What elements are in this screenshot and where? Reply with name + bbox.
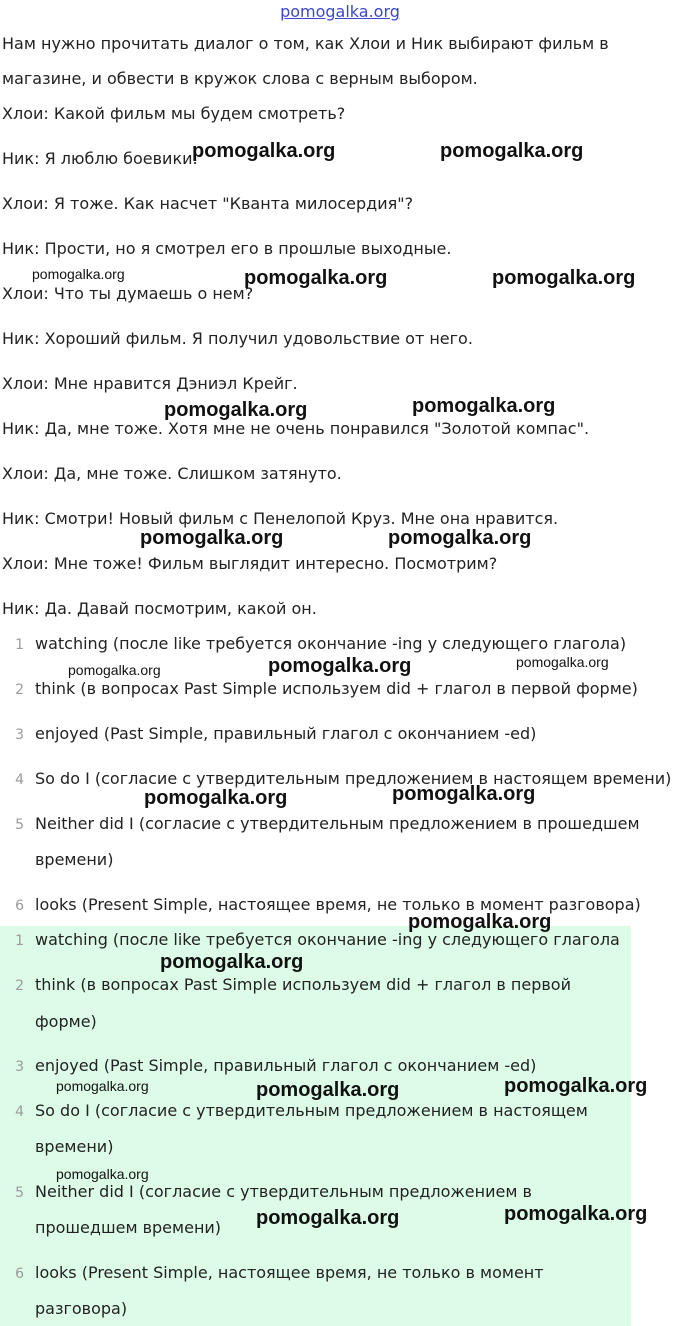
answer-number: 5 <box>15 1185 24 1201</box>
task-text: Нам нужно прочитать диалог о том, как Хлои и Ник выбирают фильм в <box>2 34 609 53</box>
answer-text: watching (после like требуется окончание -ing у следующего глагола <box>35 930 620 949</box>
watermark: pomogalka.org <box>56 1166 149 1182</box>
answer-number: 1 <box>15 933 24 949</box>
dialogue-line: Ник: Смотри! Новый фильм с Пенелопой Круз. Мне она нравится. <box>2 509 559 528</box>
watermark: pomogalka.org <box>408 911 552 933</box>
answer-text: форме) <box>35 1012 97 1031</box>
dialogue-line: Ник: Прости, но я смотрел его в прошлые выходные. <box>2 239 452 258</box>
watermark: pomogalka.org <box>160 951 304 973</box>
answer-number: 5 <box>15 817 24 833</box>
watermark: pomogalka.org <box>56 1078 149 1094</box>
answer-number: 2 <box>15 682 24 698</box>
watermark: pomogalka.org <box>68 662 161 678</box>
answer-text: watching (после like требуется окончание -ing у следующего глагола) <box>35 634 627 653</box>
answer-text: Neither did I (согласие с утвердительным предложением в прошедшем <box>35 814 640 833</box>
watermark: pomogalka.org <box>144 787 288 809</box>
answer-number: 3 <box>15 727 24 743</box>
dialogue-line: Хлои: Что ты думаешь о нем? <box>2 284 254 303</box>
answer-text: прошедшем времени) <box>35 1218 222 1237</box>
answer-text: времени) <box>35 1137 114 1156</box>
dialogue-line: Ник: Да, мне тоже. Хотя мне не очень понравился "Золотой компас". <box>2 419 590 438</box>
watermark: pomogalka.org <box>164 399 308 421</box>
answer-number: 6 <box>15 1266 24 1282</box>
watermark: pomogalka.org <box>256 1079 400 1101</box>
watermark: pomogalka.org <box>388 527 532 549</box>
watermark: pomogalka.org <box>412 395 556 417</box>
watermark: pomogalka.org <box>392 783 536 805</box>
dialogue-line: Хлои: Какой фильм мы будем смотреть? <box>2 104 346 123</box>
dialogue-line: Хлои: Да, мне тоже. Слишком затянуто. <box>2 464 342 483</box>
watermark: pomogalka.org <box>516 654 609 670</box>
answer-text: времени) <box>35 850 114 869</box>
dialogue-line: Ник: Да. Давай посмотрим, какой он. <box>2 599 317 618</box>
answer-text: looks (Present Simple, настоящее время, не только в момент <box>35 1263 544 1282</box>
dialogue-line: Хлои: Мне тоже! Фильм выглядит интересно. Посмотрим? <box>2 554 498 573</box>
watermark: pomogalka.org <box>192 140 336 162</box>
answer-number: 6 <box>15 898 24 914</box>
answer-number: 4 <box>15 1104 24 1120</box>
answer-number: 1 <box>15 637 24 653</box>
watermark: pomogalka.org <box>256 1207 400 1229</box>
watermark: pomogalka.org <box>492 267 636 289</box>
watermark: pomogalka.org <box>140 527 284 549</box>
answer-text: enjoyed (Past Simple, правильный глагол с окончанием -ed) <box>35 724 537 743</box>
watermark: pomogalka.org <box>504 1203 648 1225</box>
dialogue-line: Ник: Хороший фильм. Я получил удовольствие от него. <box>2 329 473 348</box>
dialogue-line: Хлои: Мне нравится Дэниэл Крейг. <box>2 374 298 393</box>
answer-text: Neither did I (согласие с утвердительным предложением в <box>35 1182 532 1201</box>
watermark: pomogalka.org <box>244 267 388 289</box>
answer-text: looks (Present Simple, настоящее время, не только в момент разговора) <box>35 895 641 914</box>
dialogue-line: Ник: Я люблю боевики. <box>2 149 198 168</box>
answer-text: So do I (согласие с утвердительным предложением в настоящем <box>35 1101 588 1120</box>
answer-text: разговора) <box>35 1299 128 1318</box>
site-header-link[interactable]: pomogalka.org <box>280 2 400 21</box>
watermark: pomogalka.org <box>440 140 584 162</box>
answer-text: So do I (согласие с утвердительным предложением в настоящем времени) <box>35 769 672 788</box>
answer-number: 3 <box>15 1059 24 1075</box>
watermark: pomogalka.org <box>32 266 125 282</box>
answer-number: 2 <box>15 978 24 994</box>
task-text: магазине, и обвести в кружок слова с верным выбором. <box>2 69 478 88</box>
answer-text: enjoyed (Past Simple, правильный глагол с окончанием -ed) <box>35 1056 537 1075</box>
answer-text: think (в вопросах Past Simple используем did + глагол в первой <box>35 975 571 994</box>
watermark: pomogalka.org <box>504 1075 648 1097</box>
answer-text: think (в вопросах Past Simple используем did + глагол в первой форме) <box>35 679 638 698</box>
dialogue-line: Хлои: Я тоже. Как насчет "Кванта милосердия"? <box>2 194 414 213</box>
watermark: pomogalka.org <box>268 655 412 677</box>
answer-number: 4 <box>15 772 24 788</box>
